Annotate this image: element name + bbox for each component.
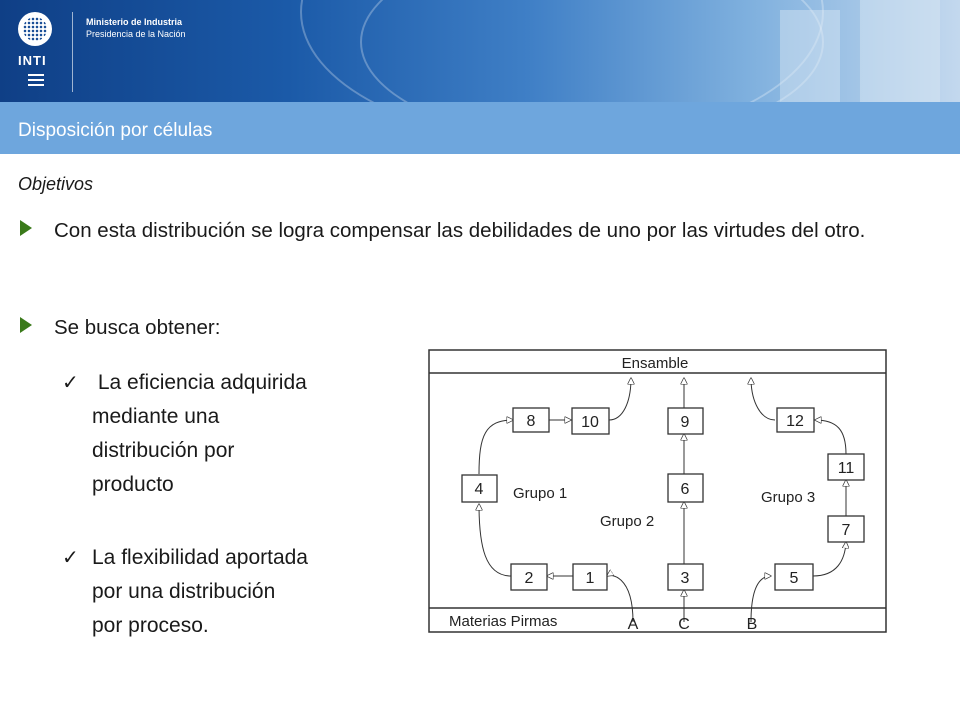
box-label: 1	[585, 570, 595, 587]
check-line: La eficiencia adquirida	[92, 371, 307, 394]
group-label: Grupo 1	[513, 485, 568, 502]
logo-bar	[28, 79, 44, 81]
box-label: 12	[786, 413, 804, 430]
box-label: 7	[841, 522, 851, 539]
header-divider	[72, 12, 73, 92]
assembly-label: Ensamble	[621, 355, 689, 372]
slide-title: Disposición por células	[18, 120, 213, 141]
check-item	[62, 541, 382, 643]
check-line: mediante una	[92, 405, 220, 428]
check-line: por proceso.	[92, 614, 209, 637]
input-label: C	[678, 616, 690, 633]
check-line: producto	[92, 473, 174, 496]
box-label: 4	[474, 481, 484, 498]
inti-logo-icon	[18, 12, 52, 46]
check-line: por una distribución	[92, 580, 276, 603]
box-label: 3	[680, 570, 690, 587]
box-label: 10	[581, 414, 599, 431]
ministry-line1: Ministerio de Industria	[86, 17, 183, 27]
checkmark-icon: ✓	[62, 547, 79, 569]
machine-image	[860, 0, 940, 102]
diagram-svg	[425, 346, 889, 634]
input-label: A	[627, 616, 639, 633]
logo-text: INTI	[18, 53, 47, 68]
checkmark-icon: ✓	[62, 372, 79, 394]
ministry-name	[86, 16, 186, 40]
check-text	[92, 541, 382, 643]
input-label: B	[746, 616, 758, 633]
materials-label: Materias Pirmas	[449, 613, 558, 630]
check-line: La flexibilidad aportada	[92, 546, 308, 569]
bullet-item	[20, 216, 932, 245]
box-label: 11	[837, 460, 855, 477]
box-label: 2	[524, 570, 534, 587]
section-heading: Objetivos	[18, 174, 94, 194]
decorative-arc	[360, 0, 824, 102]
check-line: distribución por	[92, 439, 235, 462]
logo-bar	[28, 84, 44, 86]
group-label: Grupo 3	[761, 489, 816, 506]
bullet-text: Con esta distribución se logra compensar las debilidades de uno por las virtudes del otro.	[54, 219, 866, 242]
arrow-bullet-icon	[20, 220, 32, 236]
arrow-bullet-icon	[20, 317, 32, 333]
cell-layout-diagram	[425, 346, 889, 634]
bullet-text: Se busca obtener:	[54, 316, 221, 339]
group-label: Grupo 2	[600, 513, 655, 530]
box-label: 8	[526, 413, 536, 430]
box-label: 6	[680, 481, 690, 498]
box-label: 9	[680, 414, 690, 431]
check-text	[92, 366, 382, 502]
header-banner	[0, 0, 960, 102]
logo-bar	[28, 74, 44, 76]
box-label: 5	[789, 570, 799, 587]
check-item	[62, 366, 382, 502]
bullet-item	[20, 313, 420, 342]
machine-image	[780, 10, 840, 102]
title-bar	[0, 102, 960, 154]
ministry-line2: Presidencia de la Nación	[86, 29, 186, 39]
